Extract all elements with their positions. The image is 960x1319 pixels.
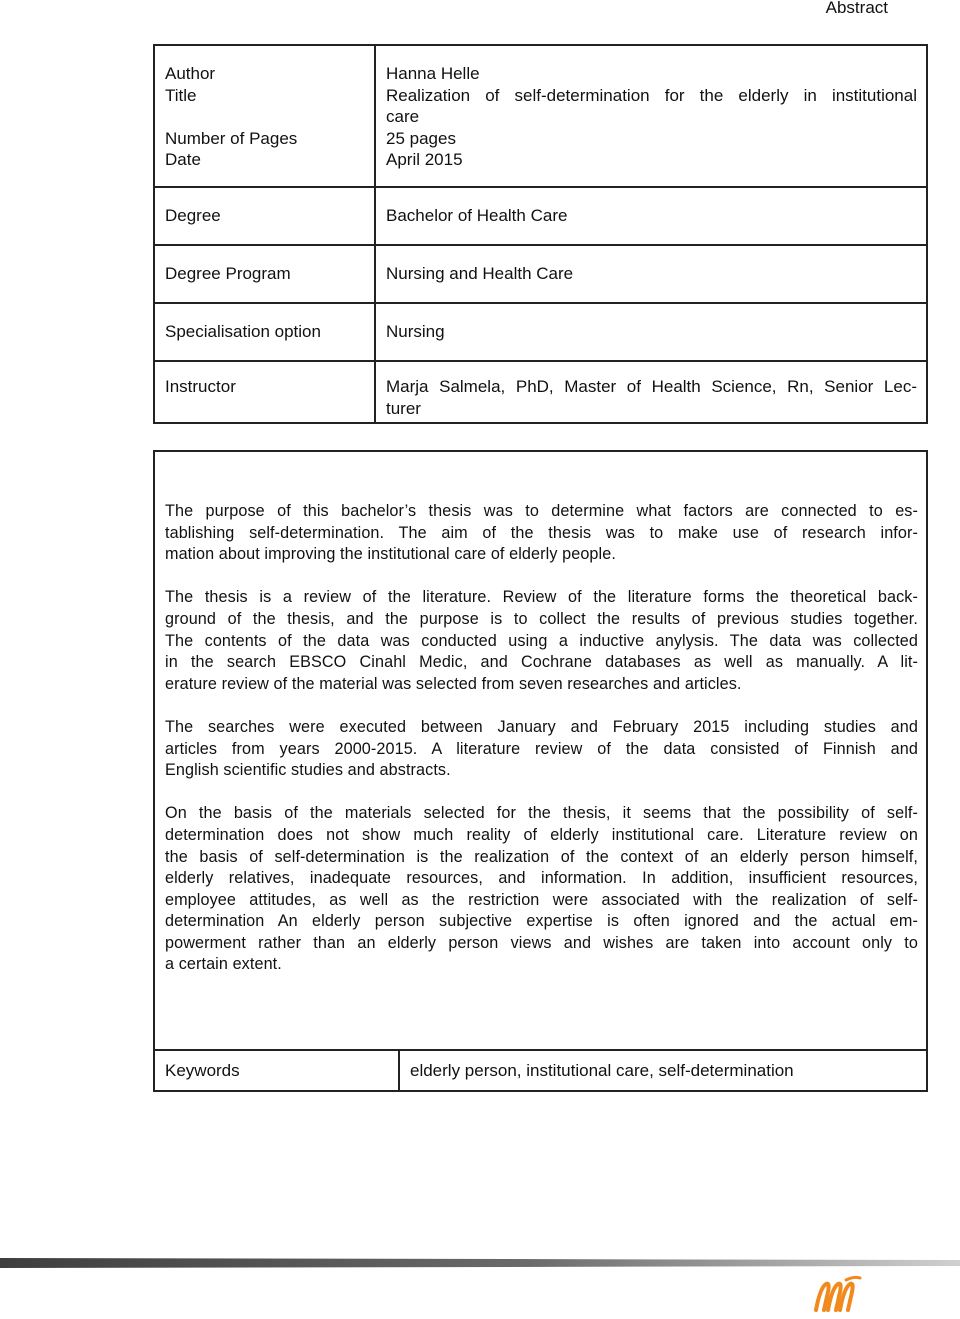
text-line: a certain extent. — [165, 955, 282, 974]
text-line: English scientific studies and abstracts. — [165, 761, 451, 780]
abstract-paragraph-1 — [165, 501, 918, 566]
info-values — [376, 46, 926, 186]
keywords-row — [155, 1049, 926, 1090]
keywords-label: Keywords — [155, 1051, 400, 1090]
title-value-line2: care — [386, 107, 420, 127]
text-line: On the basis of the materials selected for the thesis, it seems that the possibility of self- — [165, 804, 918, 823]
text-line: The purpose of this bachelor’s thesis was to determine what factors are connected to es- — [165, 502, 918, 520]
abstract-box — [153, 450, 928, 1092]
degree-value: Bachelor of Health Care — [386, 206, 568, 225]
date-value: April 2015 — [386, 150, 463, 170]
instructor-label: Instructor — [155, 362, 376, 422]
label-author: Author — [165, 64, 216, 83]
label-title: Title — [165, 85, 197, 105]
text-line: The contents of the data was conducted using a inductive anylysis. The data was collected — [165, 631, 918, 650]
info-row-specialisation — [155, 302, 926, 360]
text-line: powerment rather than an elderly person views and wishes are taken into account only to — [165, 933, 918, 952]
text-line: employee attitudes, as well as the restriction were associated with the realization of self- — [165, 890, 918, 909]
program-label: Degree Program — [155, 246, 376, 302]
program-value: Nursing and Health Care — [386, 264, 574, 283]
label-spacer — [165, 106, 374, 128]
text-line: ground of the thesis, and the purpose is to collect the results of previous studies together. — [165, 609, 918, 628]
instructor-value — [376, 362, 926, 422]
text-line: erature review of the material was selected from seven researches and articles. — [165, 674, 742, 693]
info-row-main — [155, 46, 926, 186]
text-line: mation about improving the institutional care of elderly people. — [165, 545, 616, 564]
text-line: determination does not show much reality of elderly institutional care. Literature review on — [165, 825, 918, 844]
instructor-value-line1: Marja Salmela, PhD, Master of Health Science, Rn, Senior Lec- — [386, 377, 917, 396]
abstract-paragraph-3 — [165, 717, 918, 782]
text-line: The searches were executed between January and February 2015 including studies and — [165, 717, 918, 736]
info-row-program — [155, 244, 926, 302]
degree-label: Degree — [155, 188, 376, 244]
abstract-text — [165, 501, 918, 998]
footer-stripe — [0, 1258, 960, 1268]
info-row-instructor — [155, 360, 926, 422]
abstract-paragraph-2 — [165, 587, 918, 695]
page-header-title: Abstract — [825, 0, 888, 17]
text-line: articles from years 2000-2015. A literature review of the data consisted of Finnish and — [165, 739, 918, 758]
text-line: elderly relatives, inadequate resources, and information. In addition, insufficient resources, — [165, 869, 918, 888]
label-date: Date — [165, 150, 201, 170]
keywords-value: elderly person, institutional care, self-determination — [410, 1060, 794, 1080]
text-line: determination An elderly person subjective expertise is often ignored and the actual em- — [165, 912, 918, 931]
abstract-paragraph-4 — [165, 803, 918, 976]
text-line: in the search EBSCO Cinahl Medic, and Cochrane databases as well as manually. A lit- — [165, 653, 918, 672]
text-line: tablishing self-determination. The aim of the thesis was to make use of research infor- — [165, 523, 918, 542]
school-logo-icon — [812, 1274, 862, 1314]
text-line: The thesis is a review of the literature. Review of the literature forms the theoretical back- — [165, 588, 918, 607]
title-value-line1: Realization of self-determination for the elderly in institutional — [386, 85, 917, 105]
specialisation-label: Specialisation option — [155, 304, 376, 360]
author-value: Hanna Helle — [386, 64, 480, 83]
info-row-degree — [155, 186, 926, 244]
instructor-value-line2: turer — [386, 398, 421, 418]
info-labels — [155, 46, 376, 186]
pages-value: 25 pages — [386, 128, 456, 148]
specialisation-value: Nursing — [386, 322, 445, 341]
label-pages: Number of Pages — [165, 128, 298, 148]
text-line: the basis of self-determination is the realization of the context of an elderly person himself, — [165, 847, 918, 866]
footer-bar — [0, 1258, 960, 1270]
thesis-info-table — [153, 44, 928, 424]
